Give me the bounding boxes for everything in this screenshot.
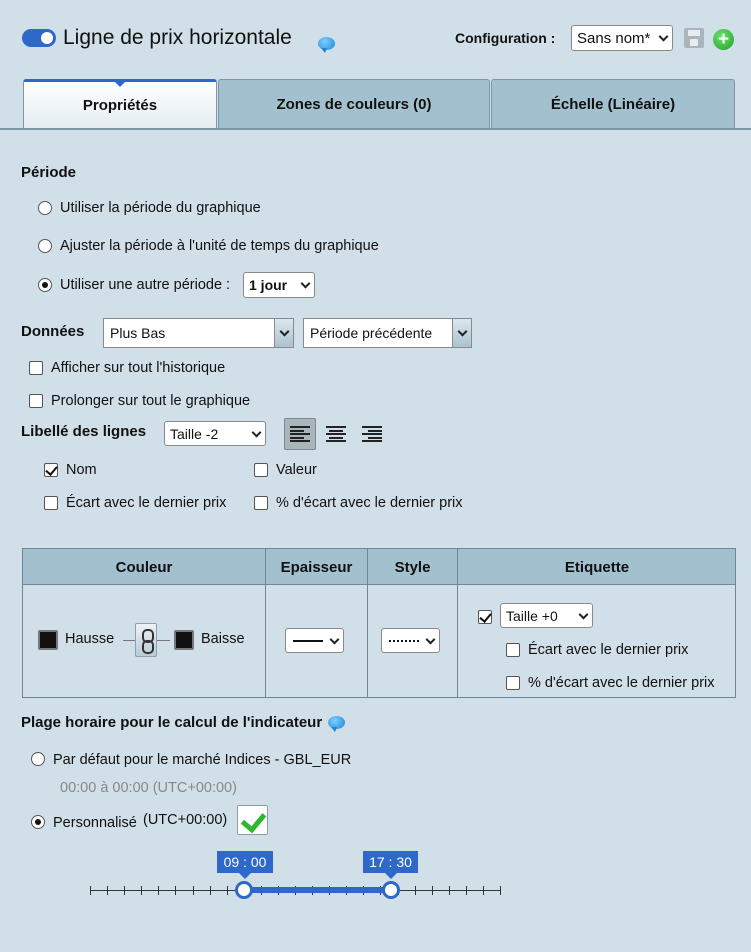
tab-divider	[0, 128, 751, 130]
section-libelle: Libellé des lignes	[21, 423, 147, 440]
radio-label: Ajuster la période à l'unité de temps du graphique	[60, 238, 379, 254]
checkbox-historique[interactable]	[29, 361, 43, 375]
checkbox-etiquette[interactable]	[478, 610, 492, 624]
slider-tick	[227, 886, 228, 895]
tab-label: Échelle (Linéaire)	[550, 96, 676, 113]
slider-tick	[107, 886, 108, 895]
slider-tick	[124, 886, 125, 895]
custom-timezone: (UTC+00:00)	[143, 812, 228, 828]
donnees-periode-select[interactable]	[303, 318, 472, 348]
configuration-select[interactable]	[571, 25, 673, 51]
slider-tick	[90, 886, 91, 895]
align-left-icon	[290, 426, 310, 442]
page-title: Ligne de prix horizontale	[63, 26, 292, 49]
start-time-tag: 09 : 00	[217, 851, 273, 873]
epaisseur-select[interactable]	[285, 628, 344, 653]
indicator-toggle[interactable]	[22, 29, 56, 47]
hausse-color-swatch[interactable]	[38, 630, 58, 650]
checkbox-label: Valeur	[276, 462, 317, 478]
slider-range-fill	[244, 887, 391, 893]
slider-tick	[432, 886, 433, 895]
libelle-size-value: Taille -2	[170, 425, 219, 442]
baisse-label: Baisse	[201, 631, 245, 647]
checkbox-label: Écart avec le dernier prix	[528, 642, 689, 658]
chevron-down-icon	[330, 634, 340, 644]
dotted-line-icon	[389, 640, 419, 642]
col-style: Style	[394, 558, 431, 576]
col-divider	[457, 549, 458, 697]
slider-tick	[483, 886, 484, 895]
checkbox-label: Nom	[66, 462, 97, 478]
checkbox-label: % d'écart avec le dernier prix	[276, 495, 463, 511]
slider-tick	[415, 886, 416, 895]
section-donnees: Données	[21, 323, 85, 340]
donnees-source-select[interactable]	[103, 318, 294, 348]
col-divider	[367, 549, 368, 697]
slider-tick	[175, 886, 176, 895]
chain-link-icon[interactable]	[135, 623, 157, 657]
radio-autre-periode[interactable]	[38, 278, 52, 292]
tab-echelle[interactable]	[491, 79, 735, 129]
period-select[interactable]	[243, 272, 315, 298]
tab-label: Zones de couleurs (0)	[276, 96, 432, 113]
checkbox-label: % d'écart avec le dernier prix	[528, 675, 715, 691]
dropdown-button[interactable]	[452, 319, 471, 347]
tab-zones-couleurs[interactable]	[218, 79, 490, 129]
col-etiquette: Etiquette	[564, 558, 630, 576]
info-bubble-icon[interactable]	[328, 716, 345, 729]
chevron-down-icon	[426, 634, 436, 644]
section-periode: Période	[21, 164, 77, 181]
default-range-text: 00:00 à 00:00 (UTC+00:00)	[60, 780, 237, 796]
slider-tick	[210, 886, 211, 895]
floppy-disk-icon[interactable]	[684, 28, 704, 48]
radio-label: Utiliser une autre période :	[60, 277, 231, 293]
table-header	[23, 549, 735, 585]
slider-tick	[466, 886, 467, 895]
checkbox-valeur[interactable]	[254, 463, 268, 477]
slider-tick	[500, 886, 501, 895]
checkbox-prolonger[interactable]	[29, 394, 43, 408]
radio-label: Personnalisé	[53, 815, 137, 831]
checkbox-nom[interactable]	[44, 463, 58, 477]
style-select[interactable]	[381, 628, 440, 653]
configuration-value: Sans nom*	[577, 29, 651, 47]
plus-circle-icon[interactable]: +	[713, 29, 734, 50]
info-bubble-icon[interactable]	[318, 37, 335, 50]
end-time-handle[interactable]	[382, 881, 400, 899]
checkbox-label: Prolonger sur tout le graphique	[51, 393, 251, 409]
tab-proprietes[interactable]	[23, 79, 217, 129]
line-style-table	[22, 548, 736, 698]
tab-label: Propriétés	[82, 97, 158, 114]
align-right-button[interactable]	[356, 418, 388, 450]
col-couleur: Couleur	[115, 558, 173, 576]
radio-plage-personnalise[interactable]	[31, 815, 45, 829]
configuration-label: Configuration :	[455, 30, 556, 46]
checkbox-etiquette-pct[interactable]	[506, 676, 520, 690]
col-divider	[265, 549, 266, 697]
apply-check-button[interactable]	[237, 805, 268, 835]
dropdown-button[interactable]	[274, 319, 293, 347]
slider-tick	[158, 886, 159, 895]
connector-line	[157, 640, 170, 641]
end-time-tag: 17 : 30	[363, 851, 418, 873]
etiquette-size-select[interactable]	[500, 603, 593, 628]
slider-tick	[193, 886, 194, 895]
start-time-handle[interactable]	[235, 881, 253, 899]
checkbox-label: Écart avec le dernier prix	[66, 495, 227, 511]
checkbox-label: Afficher sur tout l'historique	[51, 360, 226, 376]
chevron-down-icon	[252, 427, 262, 437]
radio-label: Par défaut pour le marché Indices - GBL_EUR	[53, 752, 352, 768]
chevron-down-icon	[280, 327, 290, 337]
checkbox-etiquette-ecart[interactable]	[506, 643, 520, 657]
radio-ajuster-periode[interactable]	[38, 239, 52, 253]
align-center-button[interactable]	[320, 418, 352, 450]
donnees-periode-value: Période précédente	[310, 325, 433, 341]
chevron-down-icon	[458, 327, 468, 337]
connector-line	[123, 640, 135, 641]
align-center-icon	[326, 426, 346, 442]
chevron-down-icon	[659, 32, 669, 42]
align-left-button[interactable]	[284, 418, 316, 450]
col-epaisseur: Epaisseur	[280, 558, 353, 576]
baisse-color-swatch[interactable]	[174, 630, 194, 650]
slider-tick	[449, 886, 450, 895]
donnees-source-value: Plus Bas	[110, 325, 166, 341]
checkbox-pct-ecart[interactable]	[254, 496, 268, 510]
libelle-size-select[interactable]	[164, 421, 266, 446]
slider-tick	[141, 886, 142, 895]
solid-line-icon	[293, 640, 323, 642]
checkbox-ecart[interactable]	[44, 496, 58, 510]
radio-label: Utiliser la période du graphique	[60, 200, 261, 216]
etiquette-size-value: Taille +0	[506, 607, 558, 624]
period-value: 1 jour	[249, 277, 288, 293]
radio-plage-defaut[interactable]	[31, 752, 45, 766]
hausse-label: Hausse	[65, 631, 115, 647]
section-plage-horaire: Plage horaire pour le calcul de l'indicateur	[21, 714, 323, 731]
radio-periode-graphique[interactable]	[38, 201, 52, 215]
align-right-icon	[362, 426, 382, 442]
chevron-down-icon	[579, 609, 589, 619]
chevron-down-icon	[301, 279, 311, 289]
